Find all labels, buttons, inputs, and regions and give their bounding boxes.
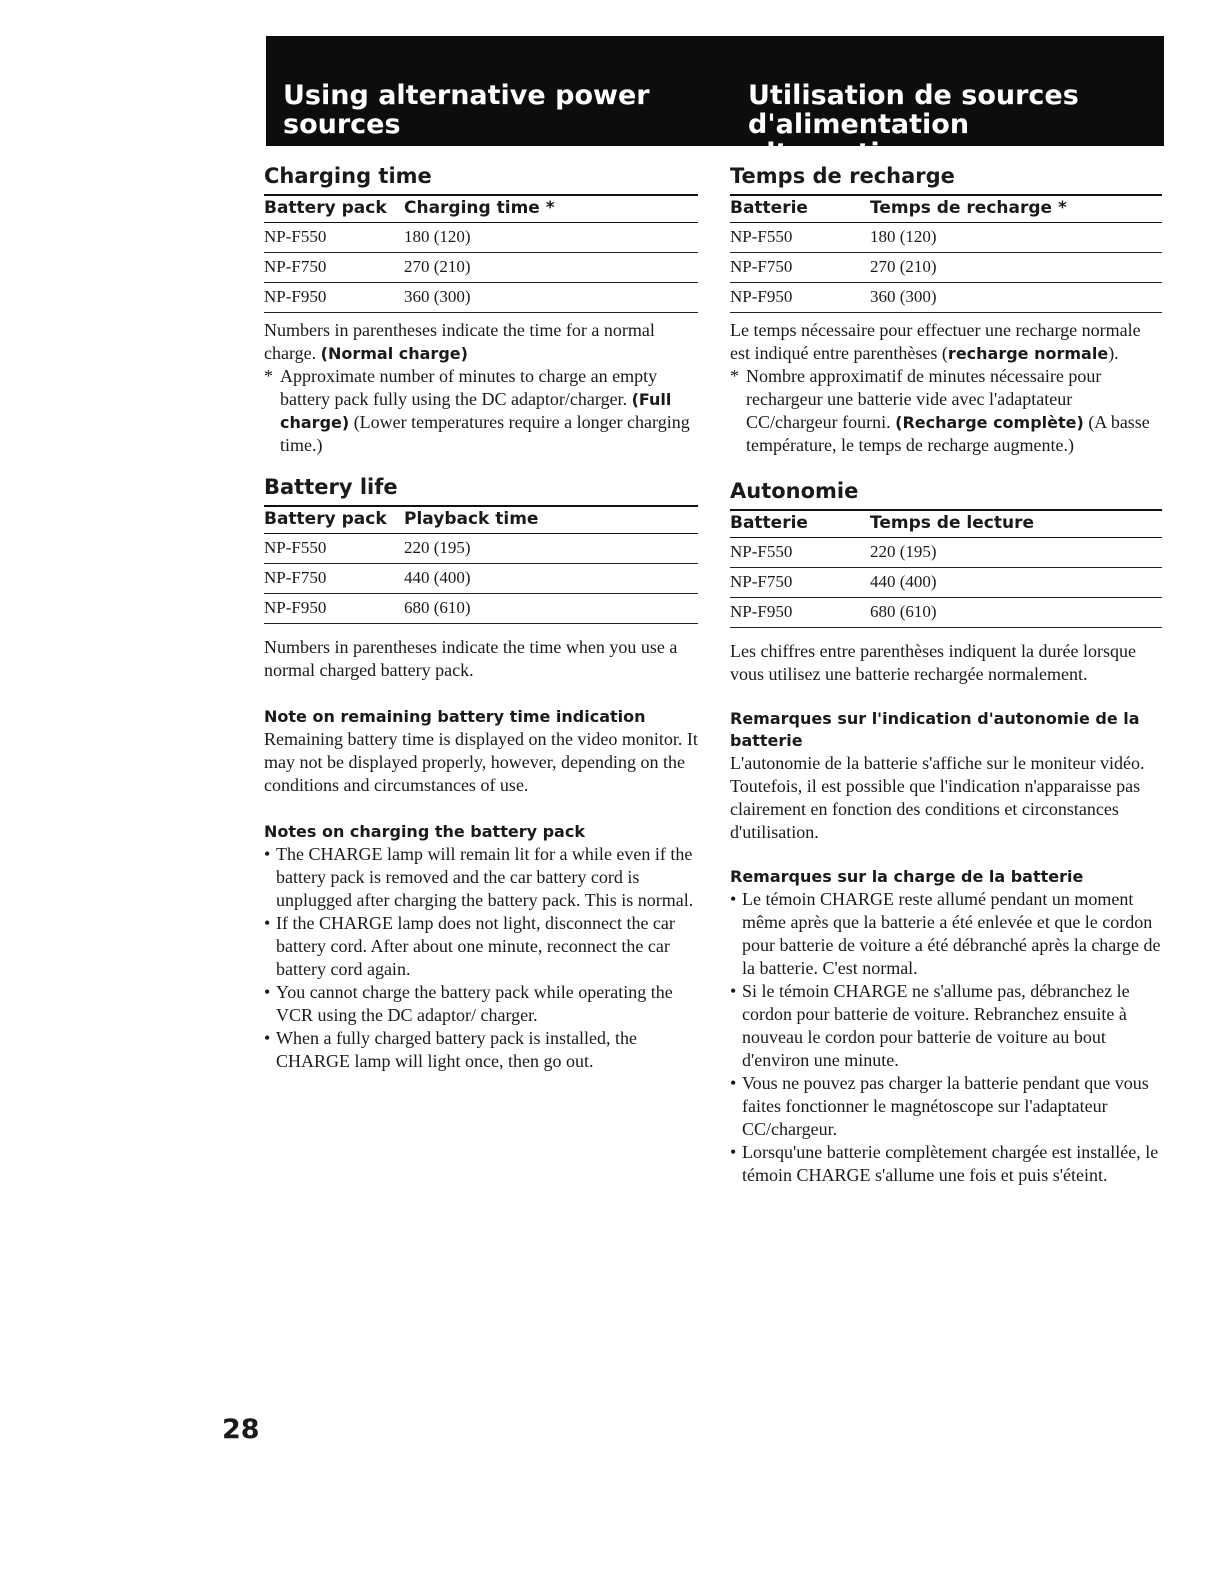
table-row bbox=[730, 598, 1162, 628]
table-row bbox=[264, 283, 698, 313]
battery-life-note: Numbers in parentheses indicate the time when you use a normal charged battery pack. bbox=[264, 637, 678, 680]
table-header-row bbox=[264, 195, 698, 223]
footnote-text: Nombre approximatif de minutes nécessaire pour rechargeur une batterie vide avec l'adaptateur CC/chargeur fourni. bbox=[746, 366, 1102, 432]
recharge-normale-label: recharge normale bbox=[947, 344, 1109, 363]
cell-pack: NP-F550 bbox=[730, 538, 870, 568]
recharge-footnote bbox=[730, 365, 1162, 457]
footnote-asterisk: * bbox=[730, 366, 739, 386]
cell-pack: NP-F550 bbox=[264, 534, 404, 564]
footnote-body bbox=[746, 365, 1162, 457]
temps-de-recharge-table bbox=[730, 194, 1162, 313]
remaining-time-title: Note on remaining battery time indication bbox=[264, 707, 646, 726]
autonomie-table bbox=[730, 509, 1162, 628]
list-item-text: If the CHARGE lamp does not light, disconnect the car battery cord. After about one minute, reconnect the car battery cord again. bbox=[276, 913, 675, 979]
col-header-charging-time: Charging time * bbox=[404, 195, 698, 223]
bullet: • bbox=[730, 889, 737, 909]
charging-notes-list bbox=[264, 843, 698, 1073]
cell-pack: NP-F950 bbox=[730, 598, 870, 628]
list-item-text: Si le témoin CHARGE ne s'allume pas, débranchez le cordon pour batterie de voiture. Rebranchez ensuite à nouveau le cordon pour batterie de voiture au bout d'environ une minute. bbox=[742, 981, 1130, 1070]
english-column bbox=[264, 162, 698, 1073]
list-item bbox=[264, 1027, 698, 1073]
col-header-batterie: Batterie bbox=[730, 195, 870, 223]
col-header-temps-de-lecture: Temps de lecture bbox=[870, 510, 1162, 538]
table-header-row bbox=[730, 195, 1162, 223]
charging-time-title: Charging time bbox=[264, 164, 432, 188]
table-row bbox=[730, 253, 1162, 283]
footnote-tail: (A basse température, le temps de recharge augmente.) bbox=[746, 412, 1150, 455]
footnote-body bbox=[280, 365, 698, 457]
page-number: 28 bbox=[222, 1414, 260, 1445]
cell-value: 220 (195) bbox=[870, 538, 1162, 568]
table-row bbox=[264, 534, 698, 564]
recharge-complete-label: (Recharge complète) bbox=[895, 413, 1084, 432]
footnote-tail: (Lower temperatures require a longer charging time.) bbox=[280, 412, 690, 455]
bullet: • bbox=[730, 1073, 737, 1093]
remaining-time-text: Remaining battery time is displayed on the video monitor. It may not be displayed properly, however, depending on the conditions and circumstances of use. bbox=[264, 729, 698, 795]
cell-value: 680 (610) bbox=[404, 594, 698, 624]
bullet: • bbox=[730, 981, 737, 1001]
list-item bbox=[264, 912, 698, 981]
table-row bbox=[264, 594, 698, 624]
cell-pack: NP-F750 bbox=[730, 568, 870, 598]
battery-life-table bbox=[264, 505, 698, 624]
table-row bbox=[730, 283, 1162, 313]
col-header-battery-pack: Battery pack bbox=[264, 195, 404, 223]
table-row bbox=[264, 253, 698, 283]
autonomie-note: Les chiffres entre parenthèses indiquent la durée lorsque vous utilisez une batterie rechargée normalement. bbox=[730, 641, 1137, 684]
list-item-text: The CHARGE lamp will remain lit for a while even if the battery pack is removed and the car battery cord is unplugged after charging the battery pack. This is normal. bbox=[276, 844, 694, 910]
header-title-en: Using alternative power sources bbox=[283, 80, 650, 140]
table-header-row bbox=[264, 506, 698, 534]
table-row bbox=[730, 568, 1162, 598]
footnote-asterisk: * bbox=[264, 366, 273, 386]
list-item bbox=[730, 888, 1162, 980]
cell-pack: NP-F750 bbox=[264, 253, 404, 283]
recharge-note-text: Le temps nécessaire pour effectuer une recharge normale est indiqué entre parenthèses ( bbox=[730, 320, 1141, 363]
col-header-playback-time: Playback time bbox=[404, 506, 698, 534]
cell-pack: NP-F550 bbox=[264, 223, 404, 253]
charging-notes-title: Notes on charging the battery pack bbox=[264, 822, 585, 841]
cell-pack: NP-F750 bbox=[730, 253, 870, 283]
list-item bbox=[264, 981, 698, 1027]
cell-value: 360 (300) bbox=[404, 283, 698, 313]
cell-pack: NP-F950 bbox=[264, 283, 404, 313]
col-header-battery-pack: Battery pack bbox=[264, 506, 404, 534]
cell-value: 440 (400) bbox=[870, 568, 1162, 598]
header-title-fr: Utilisation de sources d'alimentation alternatives bbox=[748, 80, 1079, 169]
table-row bbox=[264, 223, 698, 253]
french-column bbox=[730, 162, 1162, 1187]
cell-value: 440 (400) bbox=[404, 564, 698, 594]
cell-value: 180 (120) bbox=[870, 223, 1162, 253]
list-item-text: Lorsqu'une batterie complètement chargée est installée, le témoin CHARGE s'allume une fois et puis s'éteint. bbox=[742, 1142, 1159, 1185]
autonomie-title: Autonomie bbox=[730, 479, 859, 503]
list-item-text: Vous ne pouvez pas charger la batterie pendant que vous faites fonctionner le magnétoscope sur l'adaptateur CC/chargeur. bbox=[742, 1073, 1149, 1139]
table-row bbox=[730, 538, 1162, 568]
cell-pack: NP-F750 bbox=[264, 564, 404, 594]
recharge-note bbox=[730, 319, 1162, 365]
bullet: • bbox=[264, 844, 271, 864]
cell-value: 270 (210) bbox=[404, 253, 698, 283]
list-item-text: You cannot charge the battery pack while operating the VCR using the DC adaptor/ charger. bbox=[276, 982, 673, 1025]
cell-value: 680 (610) bbox=[870, 598, 1162, 628]
list-item bbox=[730, 980, 1162, 1072]
cell-pack: NP-F950 bbox=[730, 283, 870, 313]
cell-value: 180 (120) bbox=[404, 223, 698, 253]
table-row bbox=[730, 223, 1162, 253]
full-charge-label: (Full charge) bbox=[280, 390, 672, 432]
cell-value: 360 (300) bbox=[870, 283, 1162, 313]
table-row bbox=[264, 564, 698, 594]
charging-time-table bbox=[264, 194, 698, 313]
battery-life-title: Battery life bbox=[264, 475, 398, 499]
bullet: • bbox=[264, 913, 271, 933]
autonomie-remarks-title: Remarques sur l'indication d'autonomie de la batterie bbox=[730, 709, 1140, 750]
normal-charge-label: (Normal charge) bbox=[320, 344, 468, 363]
temps-de-recharge-title: Temps de recharge bbox=[730, 164, 955, 188]
bullet: • bbox=[264, 1028, 271, 1048]
cell-pack: NP-F550 bbox=[730, 223, 870, 253]
bullet: • bbox=[264, 982, 271, 1002]
charge-remarks-list bbox=[730, 888, 1162, 1187]
charge-remarks-title: Remarques sur la charge de la batterie bbox=[730, 867, 1084, 886]
table-header-row bbox=[730, 510, 1162, 538]
cell-pack: NP-F950 bbox=[264, 594, 404, 624]
page-header-bar bbox=[266, 36, 1164, 169]
cell-value: 270 (210) bbox=[870, 253, 1162, 283]
col-header-batterie: Batterie bbox=[730, 510, 870, 538]
col-header-temps-de-recharge: Temps de recharge * bbox=[870, 195, 1162, 223]
list-item bbox=[730, 1072, 1162, 1141]
cell-value: 220 (195) bbox=[404, 534, 698, 564]
list-item-text: When a fully charged battery pack is installed, the CHARGE lamp will light once, then go out. bbox=[276, 1028, 638, 1071]
charging-note-text: Numbers in parentheses indicate the time for a normal charge. bbox=[264, 320, 655, 363]
recharge-note-end: ). bbox=[1108, 343, 1119, 363]
footnote-text: Approximate number of minutes to charge an empty battery pack fully using the DC adaptor/charger. bbox=[280, 366, 658, 409]
list-item-text: Le témoin CHARGE reste allumé pendant un moment même après que la batterie a été enlevée et que le cordon pour batterie de voiture a été débranché après la charge de la batterie. C'est normal. bbox=[742, 889, 1161, 978]
list-item bbox=[730, 1141, 1162, 1187]
charging-footnote bbox=[264, 365, 698, 457]
list-item bbox=[264, 843, 698, 912]
bullet: • bbox=[730, 1142, 737, 1162]
autonomie-remarks-text: L'autonomie de la batterie s'affiche sur le moniteur vidéo. Toutefois, il est possible que l'indication n'apparaisse pas clairement en fonction des conditions et circonstances d'utilisation. bbox=[730, 753, 1145, 842]
charging-note bbox=[264, 319, 698, 365]
